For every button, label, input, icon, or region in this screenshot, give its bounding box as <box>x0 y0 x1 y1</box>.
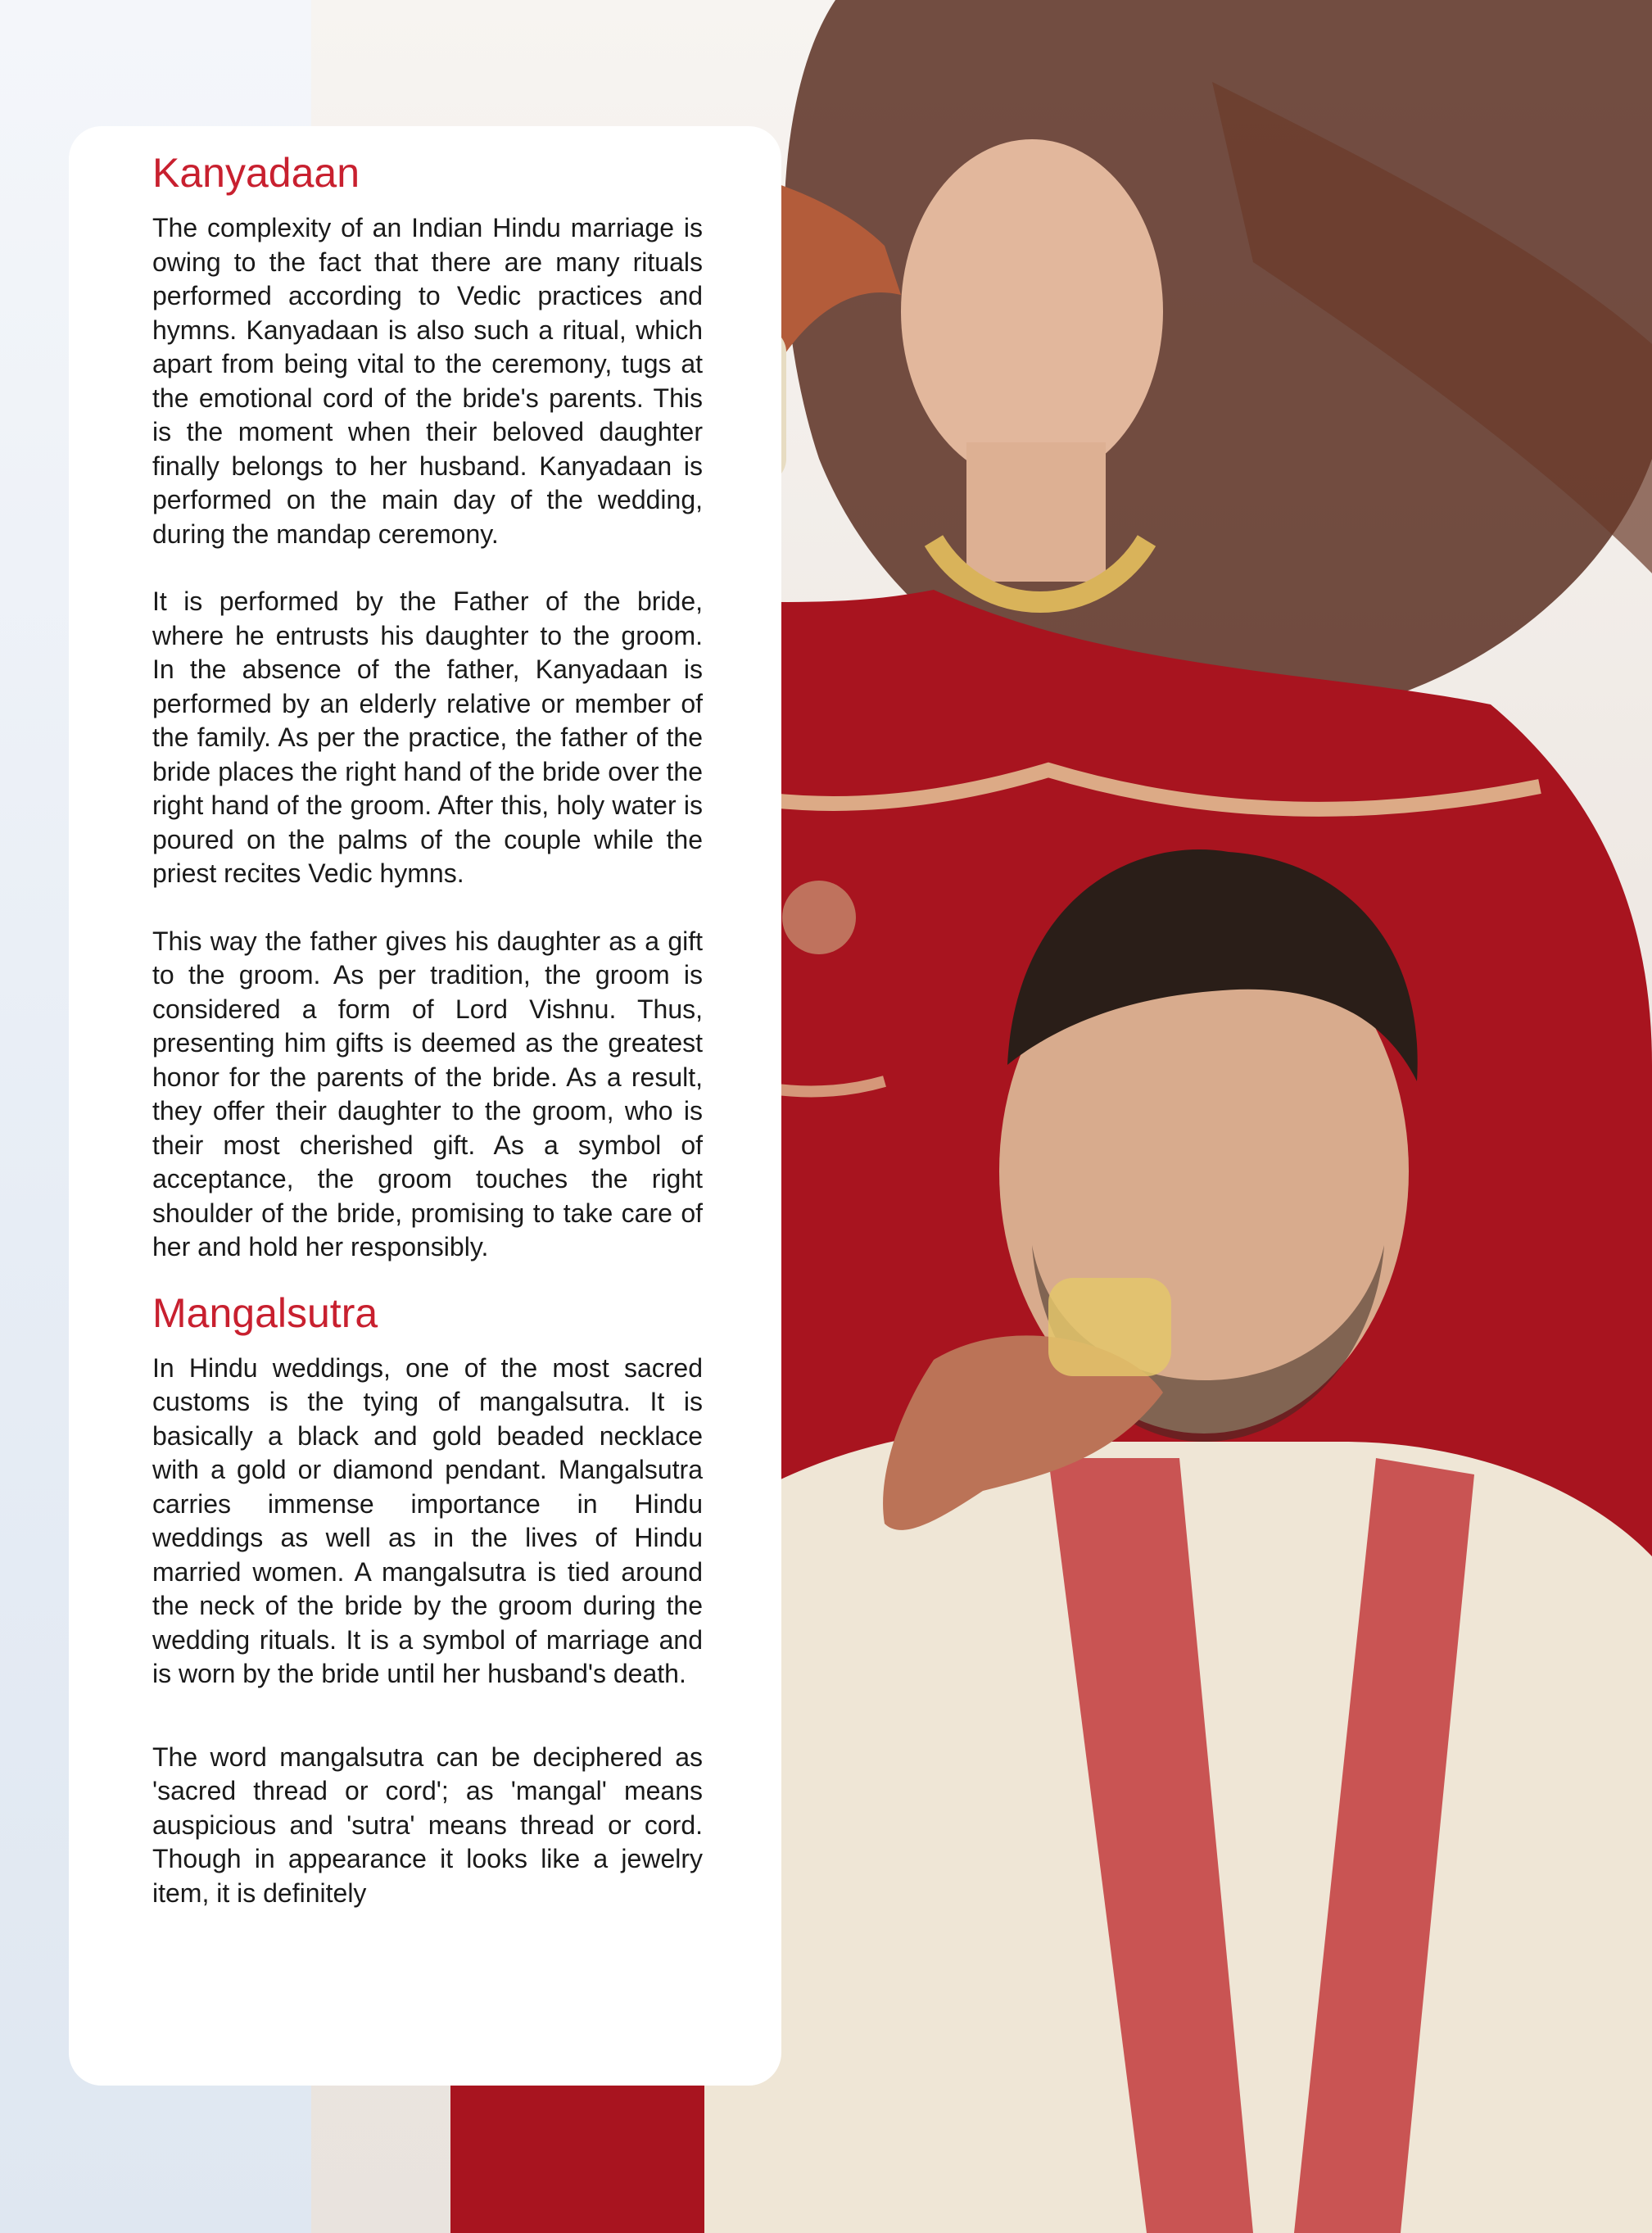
kanyadaan-paragraph-1: The complexity of an Indian Hindu marriage is owing to the fact that there are many rituals performed according to Vedic practices and hymns. Kanyadaan is also such a ritual, which apart from being vital to the ceremony, tugs at the emotional cord of the bride's parents. This is the moment when their beloved daughter finally belongs to her husband. Kanyadaan is performed on the main day of the wedding, during the mandap ceremony. <box>152 213 703 549</box>
mangalsutra-paragraph-1: In Hindu weddings, one of the most sacred customs is the tying of mangalsutra. It is basically a black and gold beaded necklace with a gold or diamond pendant. Mangalsutra carries immense importance in Hindu weddings as well as in the lives of Hindu married women. A mangalsutra is tied around the neck of the bride by the groom during the wedding rituals. It is a symbol of marriage and is worn by the bride until her husband's death. <box>152 1352 703 1688</box>
article-card <box>69 126 781 2086</box>
kanyadaan-paragraph-2: It is performed by the Father of the bride, where he entrusts his daughter to the groom. In the absence of the father, Kanyadaan is performed by an elderly relative or member of the family. As per the practice, the father of the bride places the right hand of the bride over the right hand of the groom. After this, holy water is poured on the palms of the couple while the priest recites Vedic hymns. <box>152 587 703 888</box>
section-heading-kanyadaan: Kanyadaan <box>152 150 360 196</box>
mangalsutra-paragraph-2: The word mangalsutra can be deciphered as 'sacred thread or cord'; as 'mangal' means auspicious and 'sutra' means thread or cord. Though in appearance it looks like a jewelry item, it is definitely <box>152 1742 703 1908</box>
section-heading-mangalsutra: Mangalsutra <box>152 1289 378 1336</box>
kanyadaan-paragraph-3: This way the father gives his daughter as a gift to the groom. As per tradition, the groom is considered a form of Lord Vishnu. Thus, presenting him gifts is deemed as the greatest honor for the parents of the bride. As a result, they offer their daughter to the groom, who is their most cherished gift. As a symbol of acceptance, the groom touches the right shoulder of the bride, promising to take care of her and hold her responsibly. <box>152 926 703 1261</box>
